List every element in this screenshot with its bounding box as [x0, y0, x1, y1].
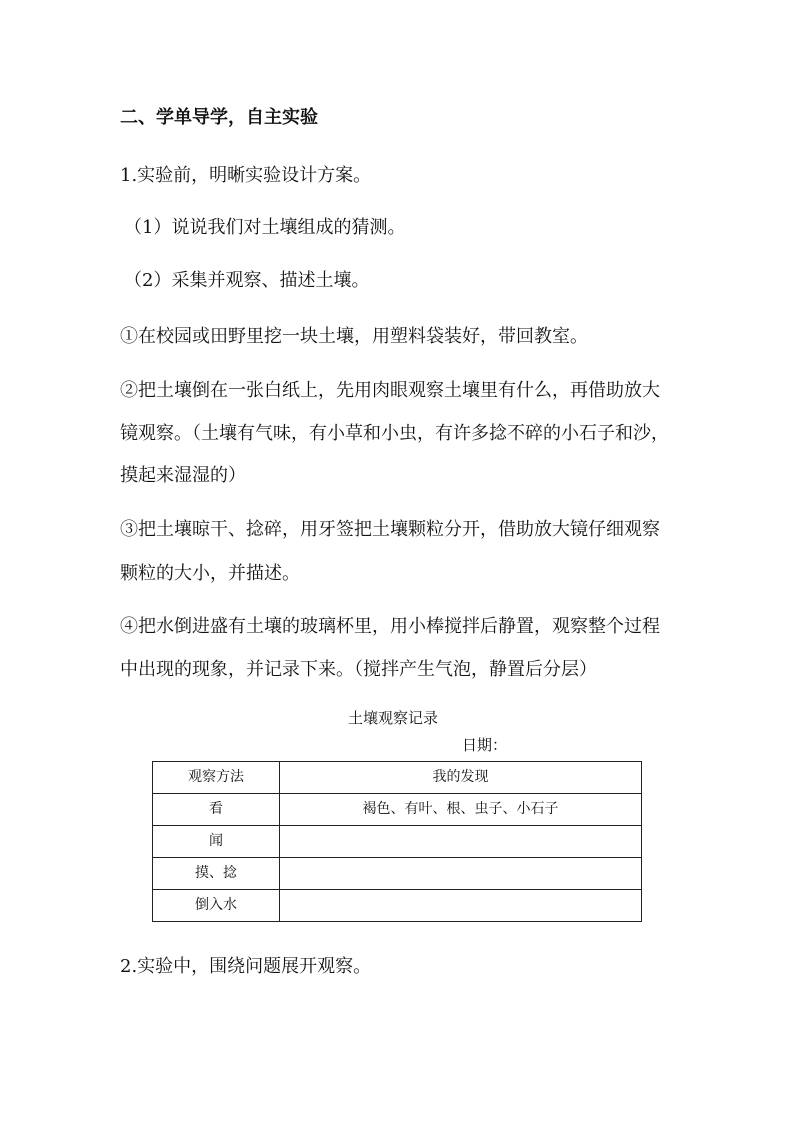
- sub-item-2: （2）采集并观察、描述土壤。: [124, 270, 370, 291]
- table-row: [153, 890, 642, 922]
- section-heading: 二、学单导学，自主实验: [120, 107, 318, 128]
- item-4-line-1: ④把水倒进盛有土壤的玻璃杯里，用小棒搅拌后静置，观察整个过程: [120, 616, 660, 637]
- header-method: 观察方法: [153, 762, 280, 794]
- method-cell: 闻: [153, 826, 280, 858]
- step-1-text: 1.实验前，明晰实验设计方案。: [120, 165, 372, 186]
- item-3-line-2: 颗粒的大小，并描述。: [120, 563, 300, 584]
- finding-cell: [280, 890, 642, 922]
- item-4-line-2: 中出现的现象，并记录下来。（搅拌产生气泡，静置后分层）: [120, 659, 597, 680]
- item-2-line-1: ②把土壤倒在一张白纸上，先用肉眼观察土壤里有什么，再借助放大: [120, 380, 660, 401]
- item-3-line-1: ③把土壤晾干、捻碎，用牙签把土壤颗粒分开，借助放大镜仔细观察: [120, 519, 660, 540]
- table-row: [153, 826, 642, 858]
- header-finding: 我的发现: [280, 762, 642, 794]
- table-header-row: [153, 762, 642, 794]
- finding-cell: [280, 826, 642, 858]
- sub-item-1: （1）说说我们对土壤组成的猜测。: [124, 217, 406, 238]
- item-2-line-2: 镜观察。（土壤有气味，有小草和小虫，有许多捻不碎的小石子和沙，: [120, 423, 669, 444]
- method-cell: 摸、捻: [153, 858, 280, 890]
- item-1: ①在校园或田野里挖一块土壤，用塑料袋装好，带回教室。: [120, 326, 588, 347]
- observation-table: [152, 761, 642, 922]
- method-cell: 看: [153, 794, 280, 826]
- finding-cell: [280, 858, 642, 890]
- method-cell: 倒入水: [153, 890, 280, 922]
- item-2-line-3: 摸起来湿湿的）: [120, 465, 246, 486]
- table-row: [153, 858, 642, 890]
- table-row: [153, 794, 642, 826]
- step-2-text: 2.实验中，围绕问题展开观察。: [120, 956, 372, 977]
- finding-cell: 褐色、有叶、根、虫子、小石子: [280, 794, 642, 826]
- table-title: 土壤观察记录: [348, 709, 439, 727]
- date-label: 日期：: [462, 736, 508, 754]
